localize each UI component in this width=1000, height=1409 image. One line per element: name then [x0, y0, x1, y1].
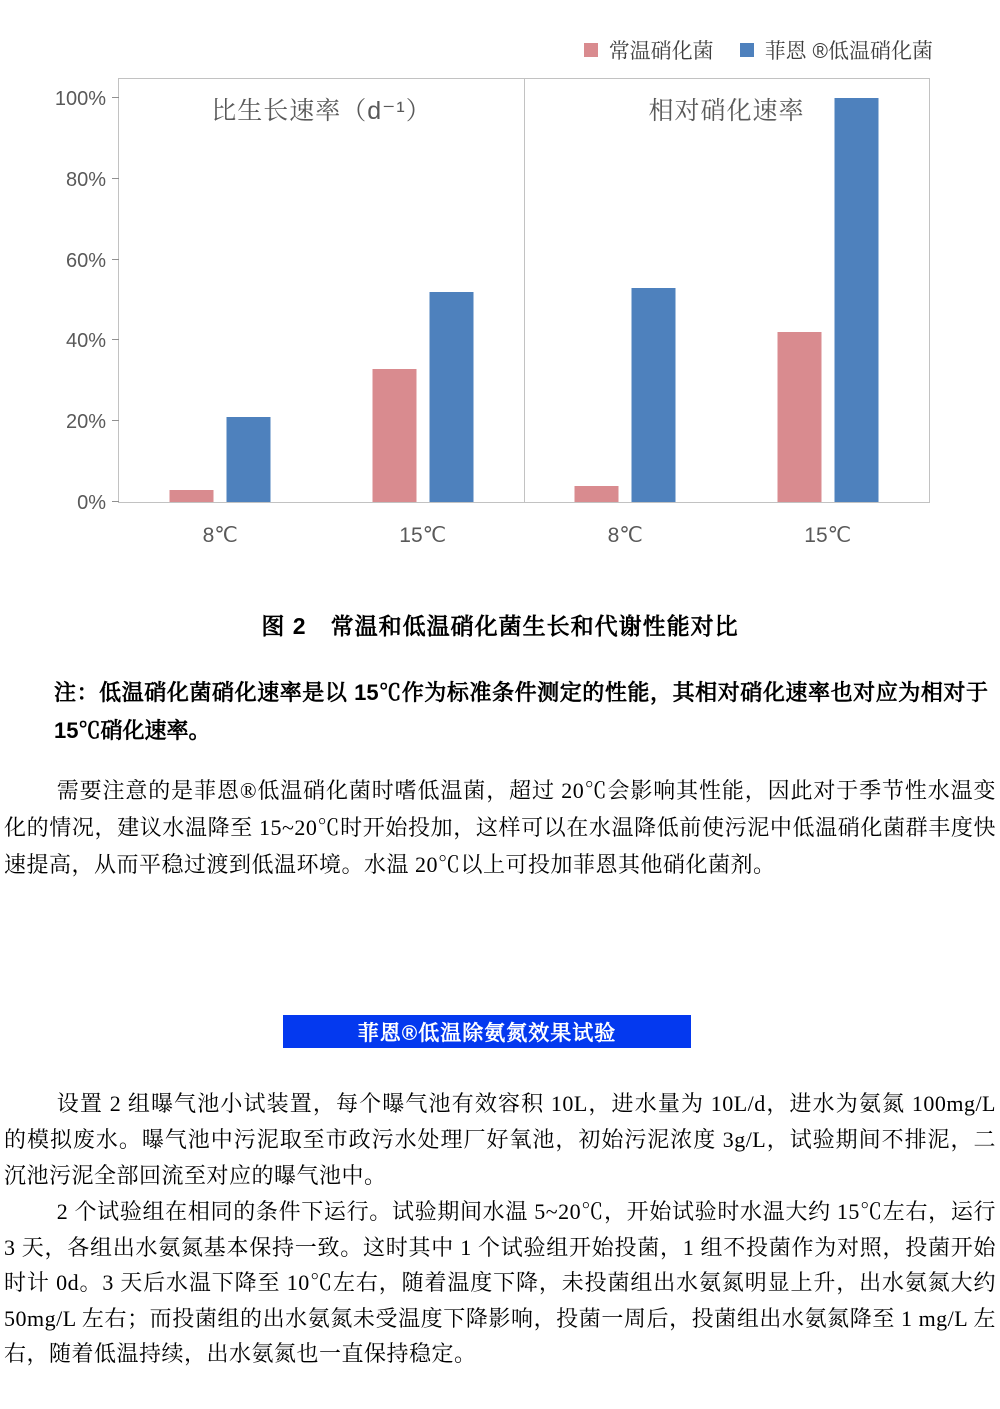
figure-caption: 图 2 常温和低温硝化菌生长和代谢性能对比 [261, 613, 739, 639]
chart-legend [584, 35, 933, 65]
panel-title: 比生长速率（d⁻¹） [211, 97, 432, 125]
panel-title: 相对硝化速率 [648, 97, 805, 125]
bar-normal-temp [575, 486, 619, 502]
section-banner [283, 1015, 691, 1048]
y-tick-label: 100% [54, 88, 106, 110]
figure-2-chart [35, 25, 935, 593]
y-tick-mark [112, 339, 119, 340]
bar-low-temp [834, 98, 878, 502]
bar-low-temp [429, 292, 473, 502]
y-tick-mark [112, 97, 119, 98]
chart-plot-area [118, 78, 930, 547]
legend-item [584, 35, 714, 65]
x-axis-label: 8℃ [202, 524, 238, 547]
bar-low-temp [632, 288, 676, 502]
paragraph-test-setup: 设置 2 组曝气池小试装置，每个曝气池有效容积 10L，进水量为 10L/d，进水为氨氮 100mg/L 的模拟废水。曝气池中污泥取至市政污水处理厂好氧池，初始污泥浓度 3g/L，试验期间不排泥，二沉池污泥全部回流至对应的曝气池中。 [4, 1091, 996, 1188]
legend-swatch-icon [740, 43, 754, 57]
y-tick-label: 40% [65, 330, 106, 353]
y-tick-mark [112, 501, 119, 502]
bar-normal-temp [170, 490, 214, 502]
chart-y-axis [35, 78, 110, 514]
section-banner-label: 菲恩®低温除氨氮效果试验 [357, 1021, 617, 1045]
y-tick-label: 0% [77, 492, 106, 514]
bar-low-temp [227, 417, 271, 502]
legend-item [740, 35, 933, 65]
y-tick-label: 80% [65, 168, 106, 191]
y-tick-mark [112, 178, 119, 179]
y-tick-mark [112, 259, 119, 260]
figure-note: 注：低温硝化菌硝化速率是以 15℃作为标准条件测定的性能，其相对硝化速率也对应为相对于 15℃硝化速率。 [54, 680, 988, 743]
chart-panel [524, 79, 929, 547]
bar-group [777, 98, 878, 502]
paragraph-usage-advice: 需要注意的是菲恩®低温硝化菌时嗜低温菌，超过 20℃会影响其性能，因此对于季节性水温变化的情况，建议水温降至 15~20℃时开始投加，这样可以在水温降低前使污泥中低温硝化菌群丰度快速提高，从而平稳过渡到低温环境。水温 20℃以上可投加菲恩其他硝化菌剂。 [4, 778, 996, 877]
x-axis-label: 15℃ [399, 524, 447, 547]
x-axis-label: 15℃ [804, 524, 852, 547]
legend-swatch-icon [584, 43, 598, 57]
bar-group [372, 292, 473, 502]
x-axis-label: 8℃ [607, 524, 643, 547]
bar-group [170, 417, 271, 502]
legend-label: 常温硝化菌 [608, 40, 714, 63]
bar-normal-temp [372, 369, 416, 502]
y-tick-label: 20% [65, 411, 106, 434]
y-tick-label: 60% [65, 249, 106, 272]
legend-label: 菲恩 ®低温硝化菌 [764, 40, 933, 63]
y-tick-mark [112, 420, 119, 421]
paragraph-test-result: 2 个试验组在相同的条件下运行。试验期间水温 5~20℃，开始试验时水温大约 15℃左右，运行 3 天，各组出水氨氮基本保持一致。这时其中 1 个试验组开始投菌，1 组不投菌作为对照，投菌开始时计 0d。3 天后水温下降至 10℃左右，随着温度下降，未投菌组出水氨氮明显上升，出水氨氮大约 50mg/L 左右；而投菌组的出水氨氮未受温度下降影响，投菌一周后，投菌组出水氨氮降至 1 mg/L 左右，随着低温持续，出水氨氮也一直保持稳定。 [4, 1199, 996, 1366]
chart-panel [119, 79, 525, 547]
bar-normal-temp [777, 332, 821, 502]
bar-group [575, 288, 676, 502]
